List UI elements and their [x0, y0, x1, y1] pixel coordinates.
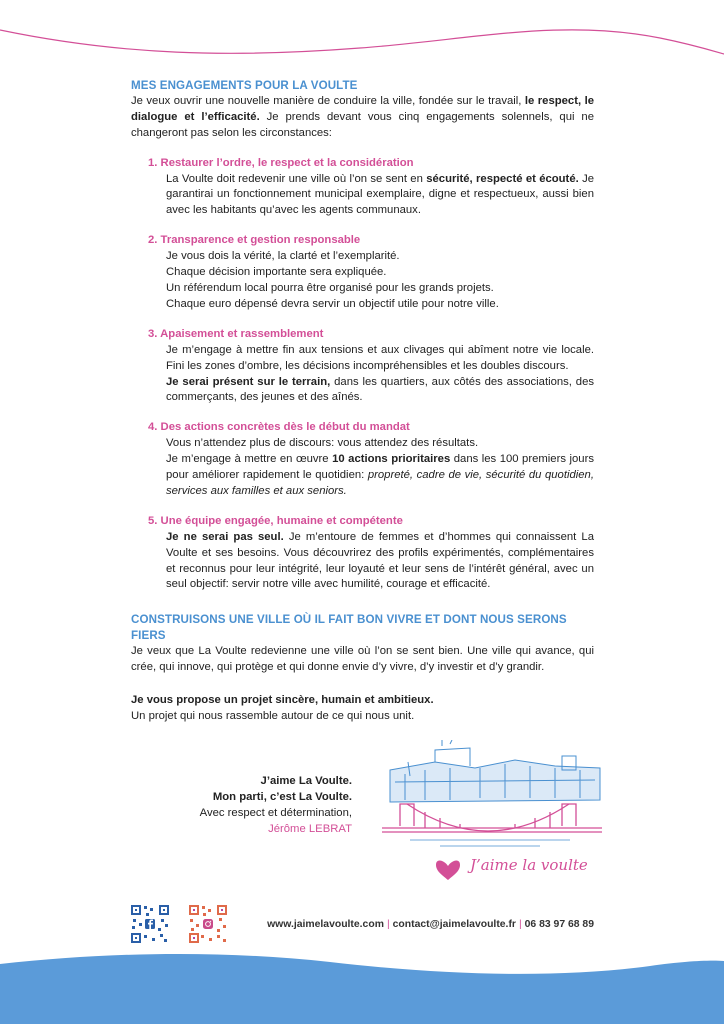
- body-line: Vous n’attendez plus de discours: vous attendez des résultats.: [166, 437, 479, 450]
- engagement-4: [131, 420, 594, 500]
- signature-bold: Mon parti, c’est La Voulte.: [212, 790, 352, 803]
- signature-line-1: [160, 774, 352, 790]
- engagement-body: [166, 343, 594, 407]
- engagement-1: [131, 156, 594, 220]
- intro-paragraph: [131, 94, 594, 142]
- engagement-body: [166, 172, 594, 220]
- signature-block: [160, 774, 352, 838]
- separator: |: [386, 919, 390, 930]
- section-title-construisons: CONSTRUISONS UNE VILLE OÙ IL FAIT BON VIVRE ET DONT NOUS SERONS FIERS: [131, 613, 567, 643]
- body-line: Un référendum local pourra être organisé pour les grands projets.: [166, 281, 494, 294]
- logo-script-text: J’aime la voulte: [470, 856, 588, 874]
- body-text: dans les 100 premiers jours pour améliorer rapidement le quotidien:: [166, 453, 594, 482]
- intro-bold: le respect, le dialogue et l’efficacité.: [131, 94, 594, 123]
- engagement-3: [131, 327, 594, 407]
- signature-bold: J’aime La Voulte.: [260, 775, 352, 787]
- body-text: Je garantirai un fonctionnement municipal exemplaire, digne et respectueux, aussi bien avec les habitants qu’avec les agents communaux.: [166, 172, 595, 217]
- body-bold: 10 actions prioritaires: [332, 453, 451, 466]
- intro-text-end: Je prends devant vous cinq engagements solennels, qui ne changeront pas selon les circonstances:: [131, 110, 594, 139]
- website-link[interactable]: www.jaimelavoulte.com: [267, 919, 384, 930]
- engagements-list: [131, 156, 594, 594]
- body-line: Chaque euro dépensé devra servir un objectif utile pour notre ville.: [166, 297, 499, 310]
- engagement-title: 4. Des actions concrètes dès le début du mandat: [148, 421, 410, 434]
- body-italic: propreté, cadre de vie, sécurité du quotidien, services aux familles et aux seniors.: [166, 469, 594, 497]
- castle-drawing: [390, 740, 600, 802]
- qr-code-instagram[interactable]: [188, 904, 228, 944]
- bridge-drawing: [382, 804, 602, 832]
- section-construisons: [131, 612, 594, 724]
- footer-contact: [250, 919, 594, 930]
- signature-line-3: Avec respect et détermination,: [199, 806, 352, 819]
- engagement-2: [131, 233, 594, 313]
- body-text: Je m’entoure de femmes et d’hommes qui connaissent La Voulte et ses besoins. Vous découvrirez des profils expérimentés, complémentaires et reconnus pour leur intégrité, leur loyauté et leur sens de l’intérêt général, avec un seul objectif: servir notre ville avec humilité, courage et efficacité.: [166, 530, 594, 591]
- engagement-title: 3. Apaisement et rassemblement: [148, 327, 324, 340]
- closing-bold-text: Je vous propose un projet sincère, humain et ambitieux.: [131, 694, 434, 706]
- body-text: La Voulte doit redevenir une ville où l’on se sent en: [166, 172, 427, 185]
- body-text: Je m’engage à mettre en œuvre: [166, 453, 333, 466]
- body-bold: sécurité, respecté et écouté.: [426, 172, 579, 185]
- body-paragraph: [166, 452, 594, 500]
- engagement-body: [166, 249, 594, 313]
- separator: |: [518, 919, 522, 930]
- engagement-title: 2. Transparence et gestion responsable: [148, 234, 361, 247]
- bottom-wave-decoration: [0, 948, 724, 1024]
- email-link[interactable]: contact@jaimelavoulte.fr: [392, 919, 516, 930]
- section2-paragraph: Je veux que La Voulte redevienne une ville où l’on se sent bien. Une ville qui avance, qui crée, qui innove, qui protège et qui donne envie d’y vivre, d’y investir et d’y grandir.: [131, 645, 594, 674]
- body-line: Je vous dois la vérité, la clarté et l’exemplarité.: [166, 250, 400, 263]
- qr-code-facebook[interactable]: [130, 904, 170, 944]
- instagram-icon: [203, 919, 213, 929]
- engagement-body: [166, 530, 594, 594]
- intro-text: Je veux ouvrir une nouvelle manière de conduire la ville, fondée sur le travail,: [131, 94, 525, 107]
- section-title-engagements: MES ENGAGEMENTS POUR LA VOULTE: [131, 79, 358, 92]
- signature-name: Jérôme LEBRAT: [268, 822, 352, 835]
- engagement-body: [166, 436, 594, 500]
- body-text: dans les quartiers, aux côtés des associations, des commerçants, des jeunes et des aînés.: [166, 375, 595, 404]
- engagement-title: 1. Restaurer l’ordre, le respect et la considération: [148, 156, 414, 169]
- main-content: [131, 78, 594, 725]
- body-line: Chaque décision importante sera expliquée.: [166, 266, 387, 279]
- closing-block: [131, 693, 594, 725]
- body-bold: Je serai présent sur le terrain,: [166, 375, 331, 388]
- river-lines: [410, 840, 570, 846]
- closing-bold: [131, 693, 594, 709]
- body-paragraph: Je m’engage à mettre fin aux tensions et aux clivages qui abîment notre vie locale. Fini les zones d’ombre, les décisions incompréhensibles et les doubles discours.: [166, 343, 594, 372]
- castle-bridge-illustration: [380, 740, 605, 890]
- body-bold: Je ne serai pas seul.: [166, 530, 284, 543]
- signature-line-2: [160, 790, 352, 806]
- closing-text: Un projet qui nous rassemble autour de ce qui nous unit.: [131, 709, 415, 722]
- heart-icon: [436, 861, 460, 880]
- phone-number[interactable]: 06 83 97 68 89: [524, 919, 594, 930]
- engagement-5: [131, 514, 594, 594]
- top-wave-decoration: [0, 0, 724, 70]
- engagement-title: 5. Une équipe engagée, humaine et compétente: [148, 514, 403, 527]
- body-paragraph: [166, 375, 594, 407]
